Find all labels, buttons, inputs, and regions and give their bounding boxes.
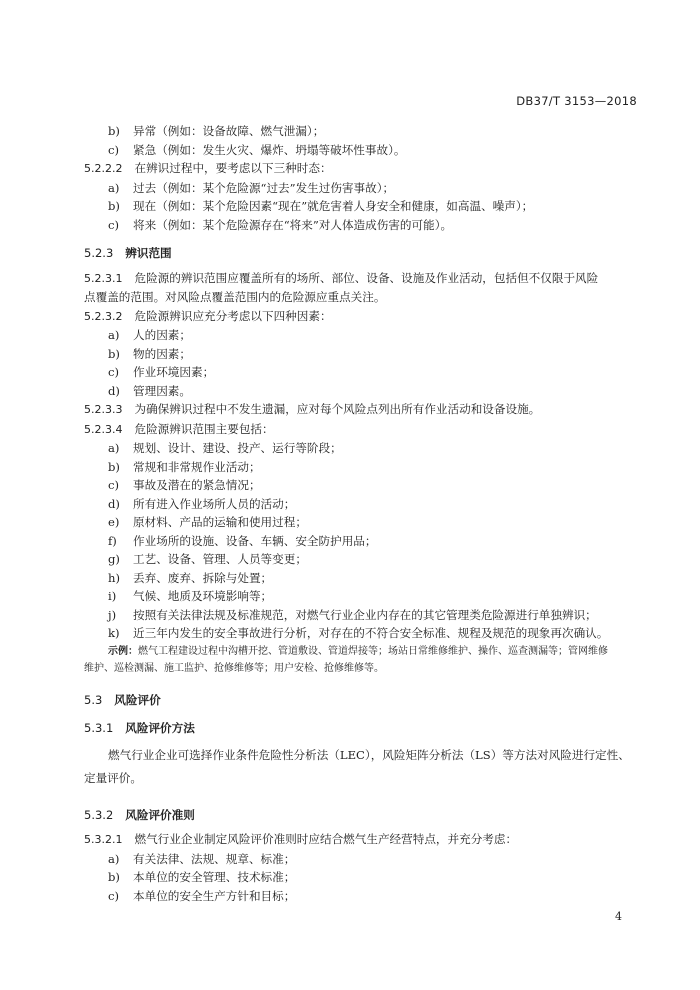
- clause-5-2-3-1-cont: 点覆盖的范围。对风险点覆盖范围内的危险源应重点关注。: [84, 290, 386, 304]
- section-5-2-3-heading: 5.2.3 辨识范围: [84, 246, 172, 260]
- section-5-3-1-paragraph: 燃气行业企业可选择作业条件危险性分析法（LEC），风险矩阵分析法（LS）等方法对风险进行定性、定量评价。: [84, 747, 630, 785]
- example-note-cont: 维护、巡检测漏、施工监护、抢修维修等；用户安检、抢修维修等。: [84, 662, 384, 674]
- list-item: f) 作业场所的设施、设备、车辆、安全防护用品；: [108, 533, 377, 548]
- list-item: b) 本单位的安全管理、技术标准；: [108, 870, 296, 884]
- section-5-3-heading: 5.3 风险评价: [84, 692, 161, 707]
- list-item: c) 作业环境因素；: [108, 365, 215, 379]
- list-item: c) 事故及潜在的紧急情况；: [108, 478, 261, 492]
- list-item: g) 工艺、设备、管理、人员等变更；: [108, 552, 307, 566]
- list-item: b) 常规和非常规作业活动；: [108, 459, 261, 474]
- section-5-3-2-heading: 5.3.2 风险评价准则: [84, 807, 195, 822]
- list-item: c) 将来（例如：某个危险源存在“将来”对人体造成伤害的可能）。: [108, 217, 453, 232]
- list-item: c) 紧急（例如：发生火灾、爆炸、坍塌等破坏性事故）。: [108, 142, 406, 157]
- standard-code: DB37/T 3153—2018: [516, 94, 637, 108]
- example-note: 示例：燃气工程建设过程中沟槽开挖、管道敷设、管道焊接等；场站日常维修维护、操作、巡查测漏等；管网维修: [108, 645, 608, 657]
- page-number: 4: [615, 910, 622, 923]
- page-content: [84, 122, 640, 905]
- list-item: a) 人的因素；: [108, 328, 191, 342]
- clause-5-3-2-1: 5.3.2.1 燃气行业企业制定风险评价准则时应结合燃气生产经营特点，并充分考虑：: [84, 832, 518, 846]
- list-item: j) 按照有关法律法规及标准规范，对燃气行业企业内存在的其它管理类危险源进行单独辨识；: [108, 607, 597, 622]
- list-item: a) 规划、设计、建设、投产、运行等阶段；: [108, 441, 342, 455]
- clause-5-2-2-2: 5.2.2.2 在辨识过程中，要考虑以下三种时态：: [84, 161, 332, 175]
- list-item: h) 丢弃、废弃、拆除与处置；: [108, 570, 273, 585]
- clause-5-2-3-4: 5.2.3.4 危险源辨识范围主要包括：: [84, 421, 274, 436]
- list-item: d) 管理因素。: [108, 383, 191, 398]
- list-item: c) 本单位的安全生产方针和目标；: [108, 888, 296, 903]
- list-item: d) 所有进入作业场所人员的活动；: [108, 496, 296, 511]
- list-item: i) 气候、地质及环境影响等；: [108, 589, 273, 603]
- clause-5-2-3-2: 5.2.3.2 危险源辨识应充分考虑以下四种因素：: [84, 308, 332, 323]
- section-5-3-1-heading: 5.3.1 风险评价方法: [84, 721, 195, 735]
- list-item: a) 过去（例如：某个危险源“过去”发生过伤害事故）；: [108, 180, 395, 195]
- list-item: a) 有关法律、法规、规章、标准；: [108, 851, 296, 866]
- clause-5-2-3-3: 5.2.3.3 为确保辨识过程中不发生遗漏，应对每个风险点列出所有作业活动和设备设施。: [84, 402, 541, 416]
- list-item: k) 近三年内发生的安全事故进行分析，对存在的不符合安全标准、规程及规范的现象再次确认。: [108, 626, 609, 640]
- list-item: b) 现在（例如：某个危险因素“现在”就危害着人身安全和健康，如高温、噪声）；: [108, 199, 534, 213]
- list-item: b) 物的因素；: [108, 346, 191, 361]
- list-item: e) 原材料、产品的运输和使用过程；: [108, 515, 307, 529]
- clause-5-2-3-1: 5.2.3.1 危险源的辨识范围应覆盖所有的场所、部位、设备、设施及作业活动，包括但不仅限于风险: [84, 270, 599, 285]
- list-item: b) 异常（例如：设备故障、燃气泄漏）；: [108, 124, 325, 138]
